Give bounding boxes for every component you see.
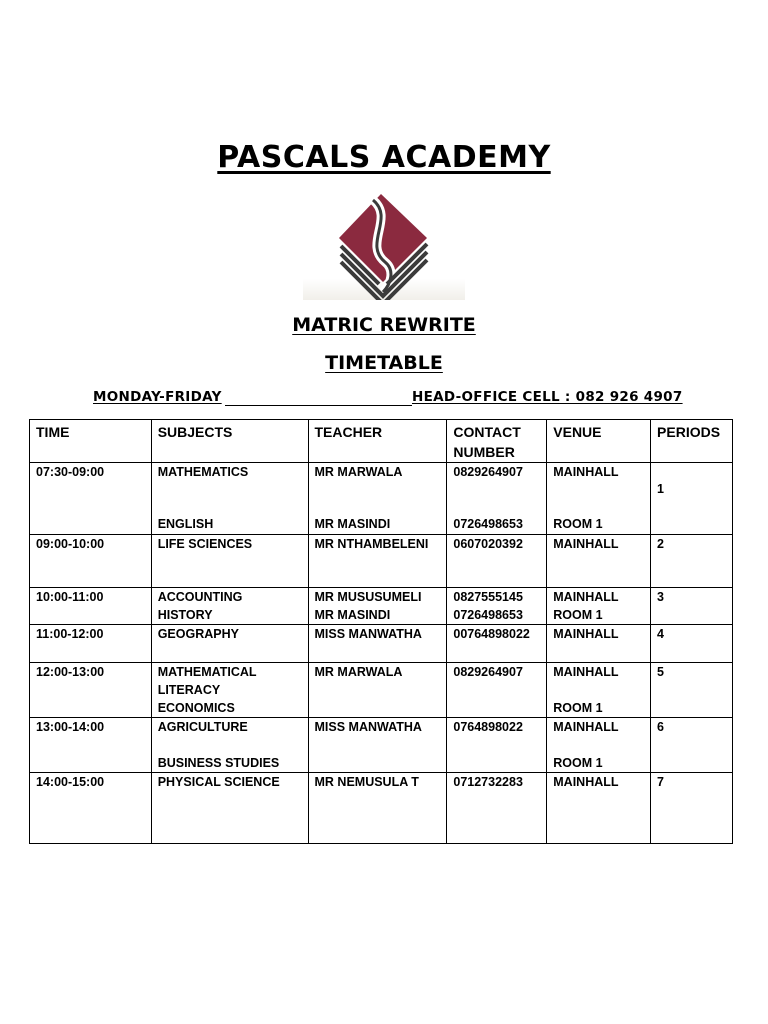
header-time: TIME bbox=[30, 420, 152, 463]
cell-venue: MAINHALL bbox=[547, 535, 651, 588]
cell-subjects: MATHEMATICS ENGLISH bbox=[151, 463, 308, 535]
cell-time: 11:00-12:00 bbox=[30, 625, 152, 663]
cell-venue: MAINHALL ROOM 1 bbox=[547, 718, 651, 773]
cell-subjects: LIFE SCIENCES bbox=[151, 535, 308, 588]
header-periods: PERIODS bbox=[651, 420, 733, 463]
table-row bbox=[30, 773, 733, 844]
logo-graphic bbox=[303, 192, 465, 300]
cell-teacher: MR MARWALA bbox=[308, 663, 447, 718]
cell-venue: MAINHALL bbox=[547, 773, 651, 844]
cell-contact: 0829264907 bbox=[447, 663, 547, 718]
cell-teacher: MISS MANWATHA bbox=[308, 625, 447, 663]
table-row bbox=[30, 718, 733, 773]
cell-contact: 0712732283 bbox=[447, 773, 547, 844]
cell-time: 13:00-14:00 bbox=[30, 718, 152, 773]
cell-time: 10:00-11:00 bbox=[30, 588, 152, 625]
cell-contact: 0827555145 0726498653 bbox=[447, 588, 547, 625]
header-subjects: SUBJECTS bbox=[151, 420, 308, 463]
page-title: PASCALS ACADEMY bbox=[217, 140, 551, 175]
cell-contact: 0829264907 0726498653 bbox=[447, 463, 547, 535]
cell-time: 14:00-15:00 bbox=[30, 773, 152, 844]
academy-logo-icon bbox=[303, 192, 465, 300]
info-underline bbox=[225, 405, 412, 406]
cell-period: 7 bbox=[651, 773, 733, 844]
table-row bbox=[30, 663, 733, 718]
cell-subjects: PHYSICAL SCIENCE bbox=[151, 773, 308, 844]
cell-teacher: MR MUSUSUMELI MR MASINDI bbox=[308, 588, 447, 625]
cell-period: 3 bbox=[651, 588, 733, 625]
cell-teacher: MISS MANWATHA bbox=[308, 718, 447, 773]
cell-time: 09:00-10:00 bbox=[30, 535, 152, 588]
cell-subjects: MATHEMATICAL LITERACY ECONOMICS bbox=[151, 663, 308, 718]
table-row bbox=[30, 625, 733, 663]
cell-subjects: ACCOUNTING HISTORY bbox=[151, 588, 308, 625]
cell-contact: 0764898022 bbox=[447, 718, 547, 773]
cell-period: 6 bbox=[651, 718, 733, 773]
cell-period: 2 bbox=[651, 535, 733, 588]
cell-time: 12:00-13:00 bbox=[30, 663, 152, 718]
cell-venue: MAINHALL ROOM 1 bbox=[547, 463, 651, 535]
cell-teacher: MR MARWALA MR MASINDI bbox=[308, 463, 447, 535]
cell-period: 5 bbox=[651, 663, 733, 718]
cell-period: 4 bbox=[651, 625, 733, 663]
cell-time: 07:30-09:00 bbox=[30, 463, 152, 535]
schedule-days: MONDAY-FRIDAY bbox=[93, 389, 222, 405]
cell-venue: MAINHALL ROOM 1 bbox=[547, 588, 651, 625]
header-teacher: TEACHER bbox=[308, 420, 447, 463]
table-row bbox=[30, 588, 733, 625]
header-contact-number: CONTACT NUMBER bbox=[447, 420, 547, 463]
cell-teacher: MR NTHAMBELENI bbox=[308, 535, 447, 588]
cell-contact: 00764898022 bbox=[447, 625, 547, 663]
subtitle-matric-rewrite: MATRIC REWRITE bbox=[292, 314, 476, 336]
cell-contact: 0607020392 bbox=[447, 535, 547, 588]
cell-venue: MAINHALL bbox=[547, 625, 651, 663]
cell-subjects: AGRICULTURE BUSINESS STUDIES bbox=[151, 718, 308, 773]
table-row bbox=[30, 535, 733, 588]
table-row bbox=[30, 463, 733, 535]
head-office-contact: HEAD-OFFICE CELL : 082 926 4907 bbox=[412, 389, 683, 405]
subtitle-timetable: TIMETABLE bbox=[325, 352, 443, 374]
timetable-table bbox=[29, 419, 733, 844]
cell-period: 1 bbox=[651, 463, 733, 535]
cell-teacher: MR NEMUSULA T bbox=[308, 773, 447, 844]
cell-subjects: GEOGRAPHY bbox=[151, 625, 308, 663]
header-venue: VENUE bbox=[547, 420, 651, 463]
cell-venue: MAINHALL ROOM 1 bbox=[547, 663, 651, 718]
table-header-row bbox=[30, 420, 733, 463]
